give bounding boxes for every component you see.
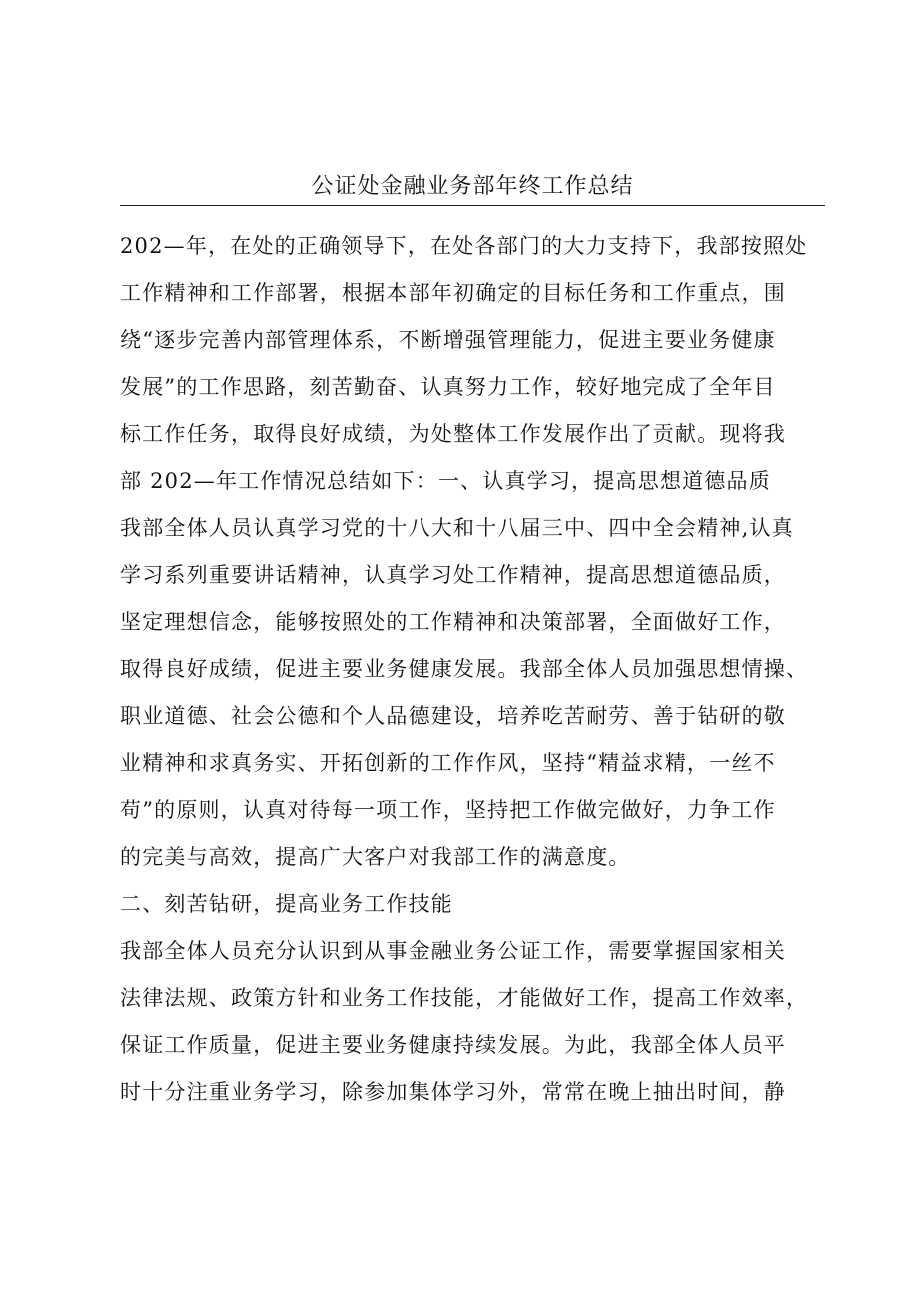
body-line: 取得良好成绩，促进主要业务健康发展。我部全体人员加强思想情操、 [120, 657, 809, 681]
title-underline [120, 205, 825, 206]
body-line: 业精神和求真务实、开拓创新的工作作风，坚持“精益求精，一丝不 [120, 751, 776, 775]
body-line: 的完美与高效，提高广大客户对我部工作的满意度。 [120, 845, 631, 869]
body-line: 坚定理想信念，能够按照处的工作精神和决策部署，全面做好工作， [120, 610, 786, 634]
body-line: 标工作任务，取得良好成绩，为处整体工作发展作出了贡献。现将我 [120, 422, 786, 446]
section-heading: 二、刻苦钻研，提高业务工作技能 [120, 892, 453, 916]
body-line: 职业道德、社会公德和个人品德建设，培养吃苦耐劳、善于钻研的敬 [120, 704, 786, 728]
body-line: 时十分注重业务学习，除参加集体学习外，常常在晚上抽出时间，静 [120, 1080, 786, 1104]
body-line: 学习系列重要讲话精神，认真学习处工作精神，提高思想道德品质， [120, 563, 786, 587]
body-line: 发展”的工作思路，刻苦勤奋、认真努力工作，较好地完成了全年目 [120, 375, 776, 399]
body-line: 法律法规、政策方针和业务工作技能，才能做好工作，提高工作效率， [120, 986, 809, 1010]
document-body [120, 223, 840, 1116]
body-line: 202—年，在处的正确领导下，在处各部门的大力支持下，我部按照处 [120, 234, 808, 258]
body-line: 工作精神和工作部署，根据本部年初确定的目标任务和工作重点，围 [120, 281, 786, 305]
body-line: 我部全体人员充分认识到从事金融业务公证工作，需要掌握国家相关 [120, 939, 786, 963]
body-line: 保证工作质量，促进主要业务健康持续发展。为此，我部全体人员平 [120, 1033, 786, 1057]
document-title: 公证处金融业务部年终工作总结 [311, 174, 634, 199]
body-line: 苟”的原则，认真对待每一项工作，坚持把工作做完做好，力争工作 [120, 798, 776, 822]
body-line: 部 202—年工作情况总结如下：一、认真学习，提高思想道德品质 [120, 469, 771, 493]
body-line: 我部全体人员认真学习党的十八大和十八届三中、四中全会精神,认真 [120, 516, 794, 540]
body-line: 绕“逐步完善内部管理体系，不断增强管理能力，促进主要业务健康 [120, 328, 776, 352]
